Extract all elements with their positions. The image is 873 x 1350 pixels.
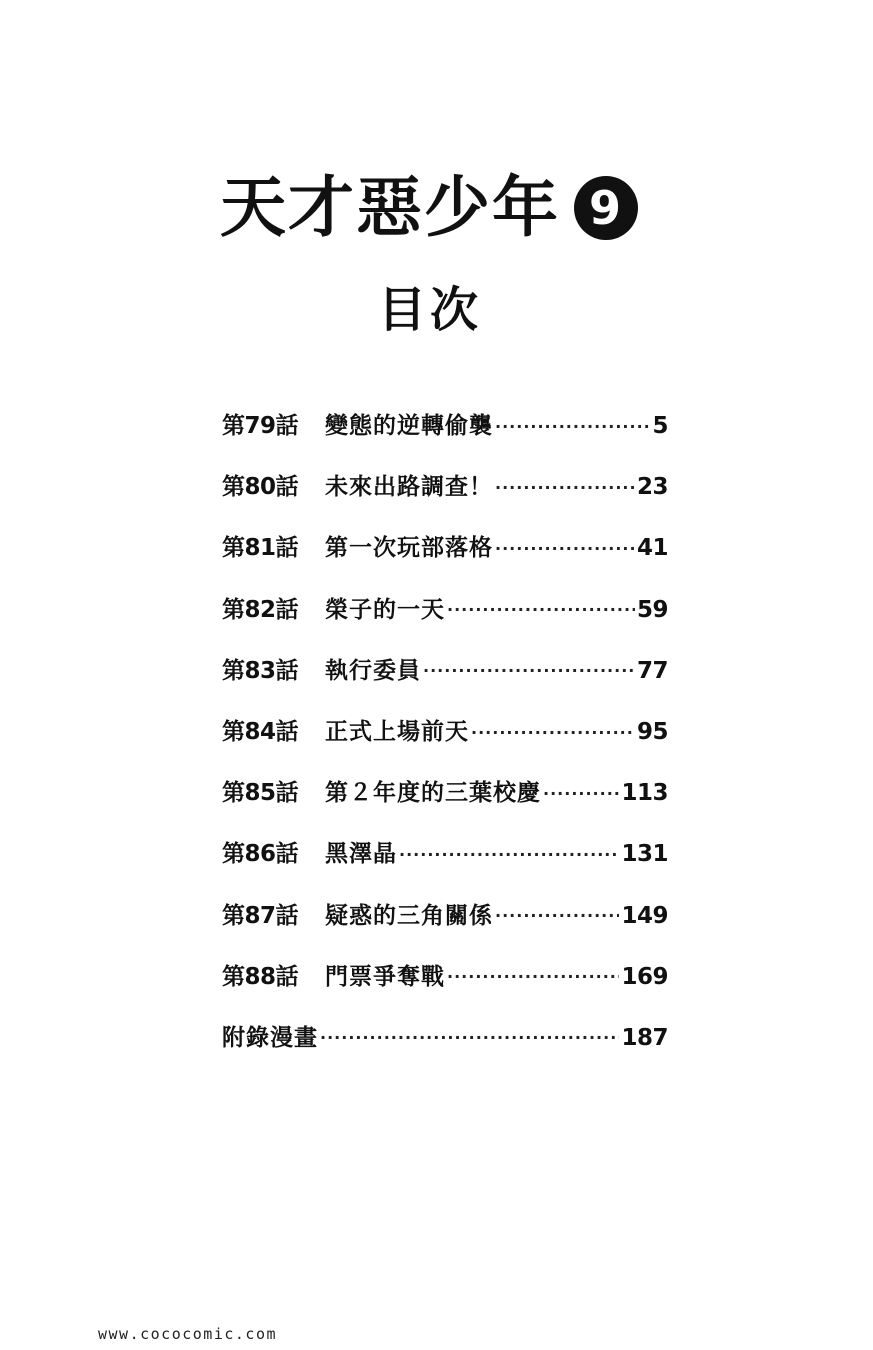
series-title: 天才惡少年 xyxy=(220,169,560,246)
page-number: 5 xyxy=(652,413,668,440)
chapter-number: 第88話 xyxy=(222,963,299,990)
toc-entry-88[interactable] xyxy=(222,947,668,1008)
dot-leader xyxy=(495,908,619,924)
chapter-title: 正式上場前天 xyxy=(325,719,469,746)
page-number: 41 xyxy=(636,535,668,562)
chapter-title: 執行委員 xyxy=(325,657,421,684)
chapter-number: 第85話 xyxy=(222,780,299,807)
dot-leader xyxy=(399,847,619,863)
chapter-title: 黑澤晶 xyxy=(325,841,397,868)
chapter-title: 變態的逆轉偷襲 xyxy=(325,413,493,440)
chapter-number: 第84話 xyxy=(222,719,299,746)
chapter-number: 第81話 xyxy=(222,535,299,562)
chapter-title: 第一次玩部落格 xyxy=(325,535,493,562)
toc-entry-82[interactable] xyxy=(222,580,668,641)
page-title xyxy=(220,168,638,248)
toc-entry-80[interactable] xyxy=(222,457,668,518)
dot-leader xyxy=(447,969,619,985)
toc-heading: 目次 xyxy=(378,282,483,338)
chapter-title: 疑惑的三角關係 xyxy=(325,902,493,929)
page-number: 131 xyxy=(621,841,668,868)
chapter-number: 第86話 xyxy=(222,841,299,868)
toc-entry-79[interactable] xyxy=(222,396,668,457)
toc-entry-appendix[interactable] xyxy=(222,1008,668,1069)
chapter-number: 第83話 xyxy=(222,657,299,684)
dot-leader xyxy=(320,1030,619,1046)
dot-leader xyxy=(543,786,619,802)
chapter-title: 附錄漫畫 xyxy=(222,1024,318,1051)
toc-entry-83[interactable] xyxy=(222,641,668,702)
dot-leader xyxy=(495,480,635,496)
dot-leader xyxy=(471,725,635,741)
chapter-title: 未來出路調查！ xyxy=(325,474,493,501)
toc-entry-84[interactable] xyxy=(222,702,668,763)
page-number: 149 xyxy=(621,902,668,929)
page-number: 23 xyxy=(636,474,668,501)
page-number: 95 xyxy=(636,719,668,746)
page-number: 77 xyxy=(636,657,668,684)
toc-entry-86[interactable] xyxy=(222,824,668,885)
chapter-title: 第２年度的三葉校慶 xyxy=(325,780,541,807)
dot-leader xyxy=(447,602,635,618)
dot-leader xyxy=(423,663,635,679)
toc-entry-85[interactable] xyxy=(222,763,668,824)
chapter-number: 第79話 xyxy=(222,413,299,440)
toc-entry-81[interactable] xyxy=(222,518,668,579)
page-number: 113 xyxy=(621,780,668,807)
dot-leader xyxy=(495,541,635,557)
chapter-title: 門票爭奪戰 xyxy=(325,963,445,990)
toc-entry-87[interactable] xyxy=(222,886,668,947)
chapter-number: 第87話 xyxy=(222,902,299,929)
dot-leader xyxy=(495,419,650,435)
chapter-number: 第82話 xyxy=(222,596,299,623)
page-number: 59 xyxy=(636,596,668,623)
chapter-title: 榮子的一天 xyxy=(325,596,445,623)
footer-url[interactable]: www.cococomic.com xyxy=(98,1325,278,1343)
page-number: 187 xyxy=(621,1024,668,1051)
chapter-number: 第80話 xyxy=(222,474,299,501)
page-number: 169 xyxy=(621,963,668,990)
table-of-contents xyxy=(222,396,668,1069)
volume-number-badge: 9 xyxy=(574,176,638,240)
